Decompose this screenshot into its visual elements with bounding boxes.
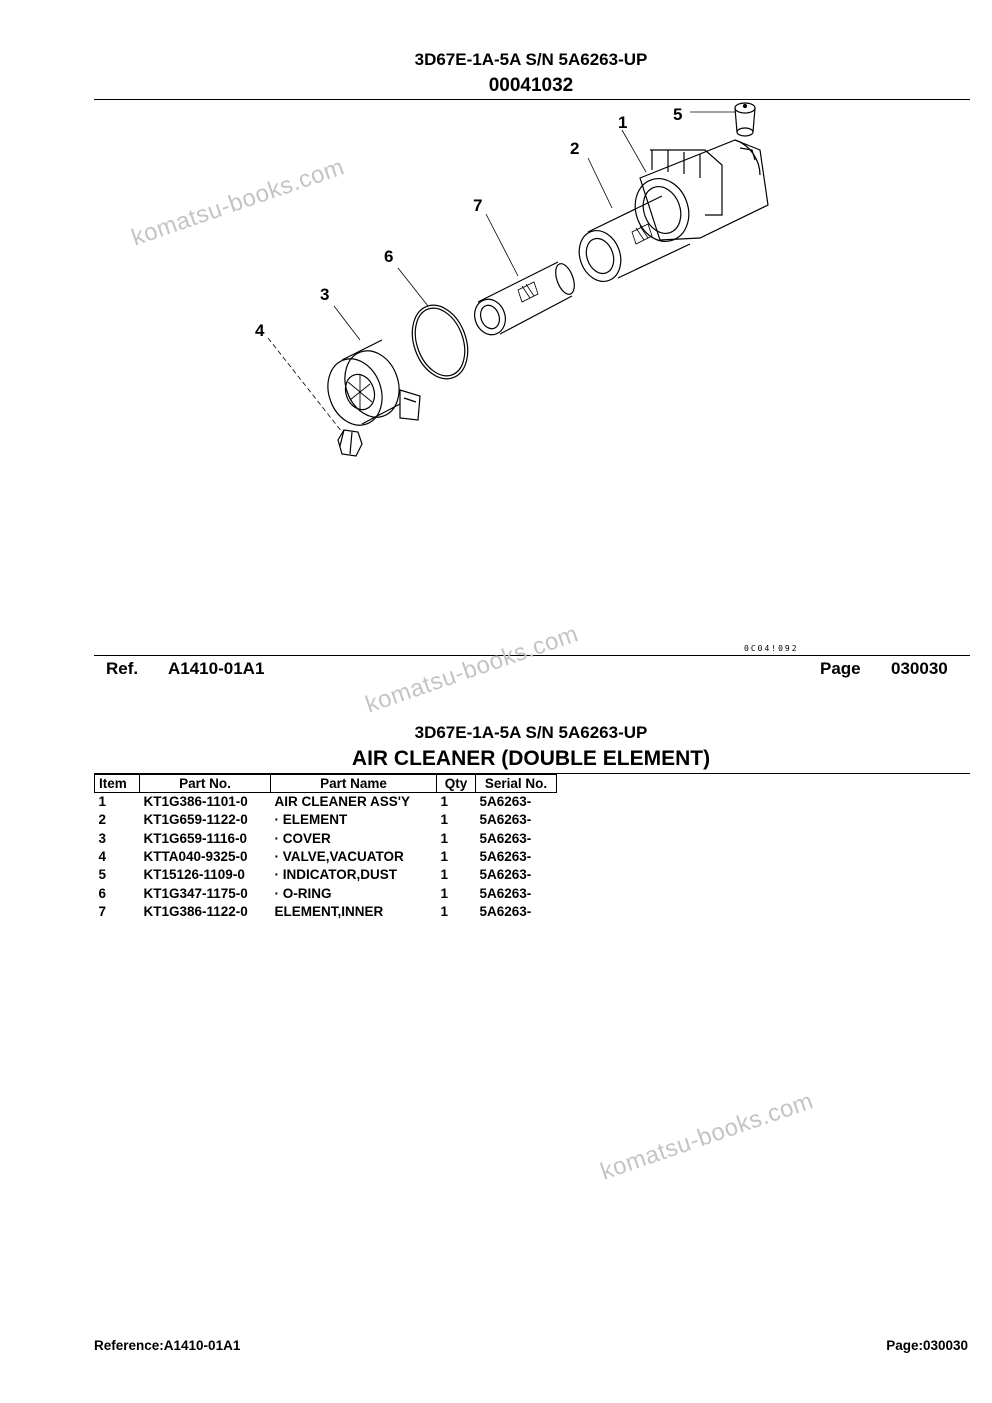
cell-serial: 5A6263-	[479, 830, 532, 846]
o-ring	[403, 297, 478, 386]
cell-qty: 1	[440, 812, 449, 828]
table-row	[95, 866, 557, 884]
footer-page: Page:030030	[886, 1338, 968, 1353]
cell-item: 4	[98, 849, 107, 865]
callout-7: 7	[473, 196, 483, 215]
cell-serial: 5A6263-	[479, 812, 532, 828]
callout-2: 2	[570, 139, 580, 158]
cell-part-no: KT15126-1109-0	[143, 867, 245, 883]
cell-part-name: · COVER	[274, 830, 331, 846]
cell-qty: 1	[440, 885, 449, 901]
cell-part-name: · O-RING	[274, 885, 332, 901]
table-row	[95, 793, 557, 812]
cell-part-name: · ELEMENT	[274, 812, 348, 828]
header-serial: Serial No.	[476, 775, 557, 793]
cell-part-name: · INDICATOR,DUST	[274, 867, 397, 883]
footer-reference: Reference:A1410-01A1	[94, 1338, 241, 1353]
ref-value: A1410-01A1	[168, 659, 265, 678]
header-qty: Qty	[437, 775, 476, 793]
cell-part-no: KT1G659-1116-0	[143, 830, 248, 846]
cell-item: 5	[98, 867, 107, 883]
table-row	[95, 848, 557, 866]
cell-item: 2	[98, 812, 107, 828]
cell-part-name: AIR CLEANER ASS'Y	[274, 794, 410, 810]
cell-serial: 5A6263-	[479, 867, 532, 883]
cell-serial: 5A6263-	[479, 885, 532, 901]
header-part-name: Part Name	[271, 775, 437, 793]
parts-title: AIR CLEANER (DOUBLE ELEMENT)	[351, 747, 711, 770]
table-row	[95, 811, 557, 829]
exploded-parts-diagram	[0, 100, 992, 660]
cell-serial: 5A6263-	[479, 794, 532, 810]
cell-part-name: · VALVE,VACUATOR	[274, 849, 404, 865]
parts-table-header	[95, 775, 557, 793]
cell-item: 3	[98, 830, 107, 846]
table-row	[95, 884, 557, 902]
page-value: 030030	[891, 659, 948, 678]
watermark-text: komatsu-books.com	[128, 153, 348, 252]
cell-qty: 1	[440, 867, 449, 883]
cell-item: 1	[98, 794, 107, 810]
cell-part-name: ELEMENT,INNER	[274, 903, 384, 919]
cell-qty: 1	[440, 794, 449, 810]
cell-serial: 5A6263-	[479, 849, 532, 865]
callout-5: 5	[673, 105, 683, 124]
cell-qty: 1	[440, 830, 449, 846]
drawing-code: 0C04!092	[744, 644, 799, 653]
header-part-no: Part No.	[140, 775, 271, 793]
cell-part-no: KT1G347-1175-0	[143, 885, 248, 901]
cell-item: 6	[98, 885, 107, 901]
page-label: Page	[820, 659, 861, 678]
table-row	[95, 830, 557, 848]
parts-model-title: 3D67E-1A-5A S/N 5A6263-UP	[414, 723, 648, 742]
parts-table	[94, 774, 557, 921]
cell-part-no: KTTA040-9325-0	[143, 849, 248, 865]
drawing-number: 00041032	[488, 75, 574, 96]
cell-part-no: KT1G386-1101-0	[143, 794, 248, 810]
cover	[319, 351, 391, 433]
cell-qty: 1	[440, 903, 449, 919]
table-row	[95, 903, 557, 921]
watermark-text: komatsu-books.com	[597, 1087, 817, 1186]
callout-6: 6	[384, 247, 394, 266]
callout-1: 1	[618, 113, 628, 132]
cell-serial: 5A6263-	[479, 903, 532, 919]
cell-part-no: KT1G386-1122-0	[143, 903, 248, 919]
callout-4: 4	[255, 321, 265, 340]
watermark-text: komatsu-books.com	[362, 620, 582, 719]
cell-item: 7	[98, 903, 107, 919]
cell-part-no: KT1G659-1122-0	[143, 812, 248, 828]
callout-3: 3	[320, 285, 330, 304]
air-cleaner-housing	[640, 140, 768, 240]
diagram-model-title: 3D67E-1A-5A S/N 5A6263-UP	[414, 50, 648, 69]
ref-label: Ref.	[106, 659, 139, 678]
header-item: Item	[95, 775, 140, 793]
cell-qty: 1	[440, 849, 449, 865]
